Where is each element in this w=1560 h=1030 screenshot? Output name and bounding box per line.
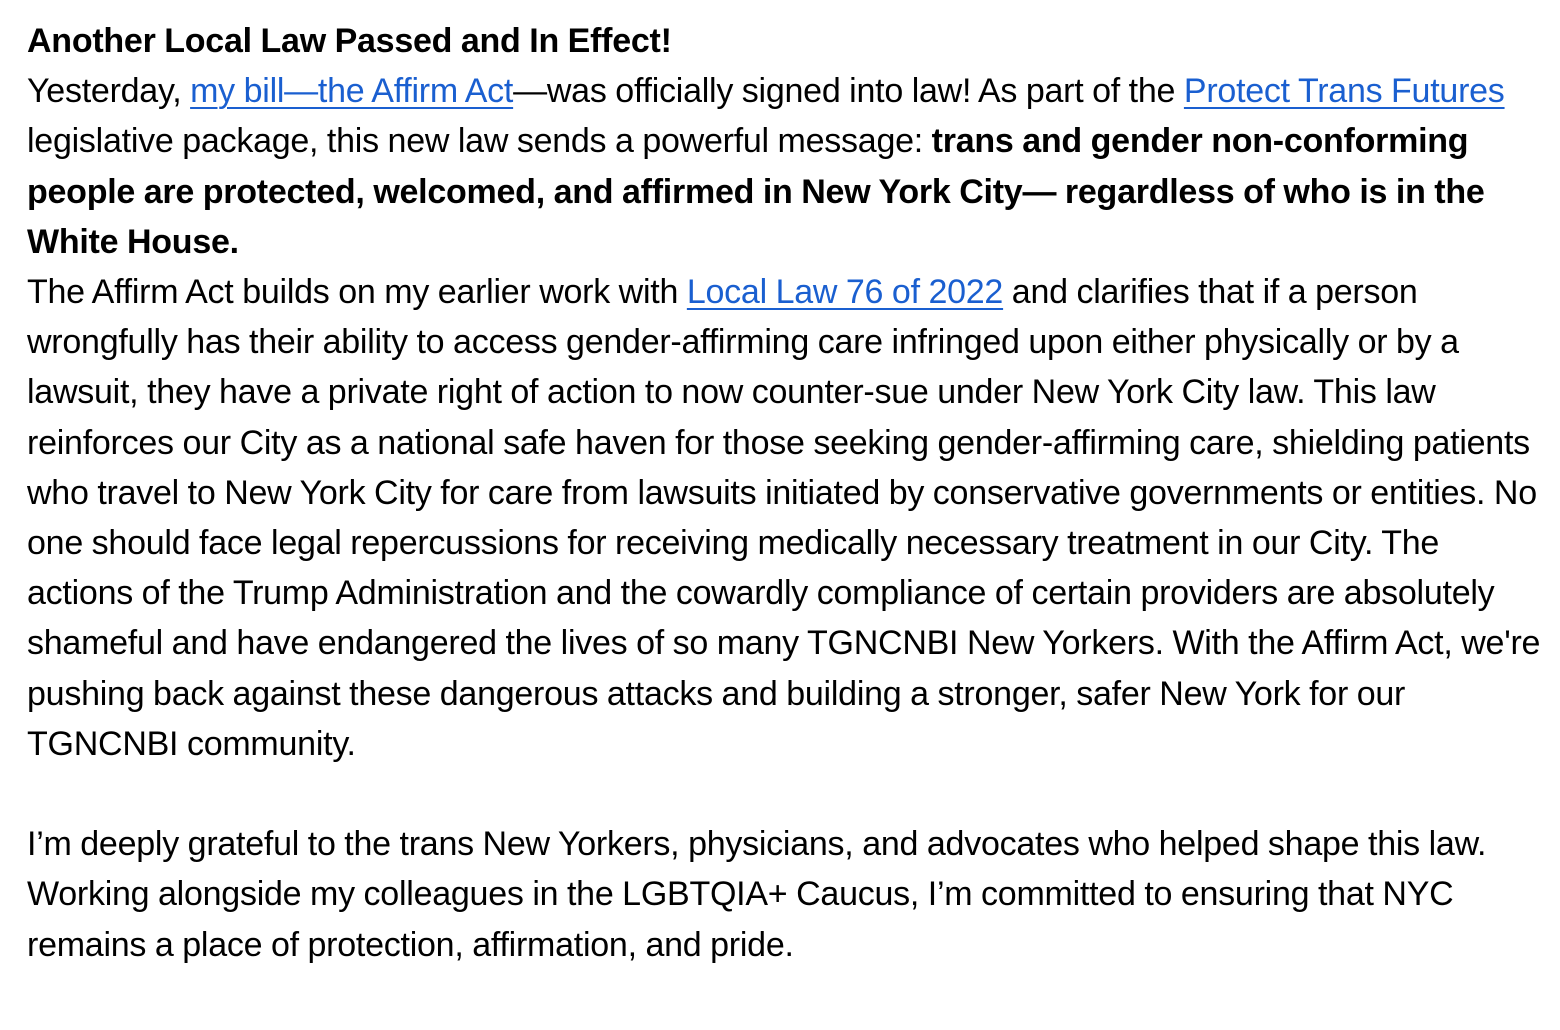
paragraph-affirm-act-signed — [27, 66, 1547, 267]
text-segment: The Affirm Act builds on my earlier work with — [27, 273, 687, 312]
bold-statement: trans and gender non-conforming people are protected, welcomed, and affirmed in New York City— regardless of who is in the White House. — [27, 122, 1485, 261]
text-segment: and clarifies that if a person wrongfully has their ability to access gender-affirming care infringed upon either physically or by a lawsuit, they have a private right of action to now counter-sue under New York City law. This law reinforces our City as a national safe haven for those seeking gender-affirming care, shielding patients who travel to New York City for care from lawsuits initiated by conservative governments or entities. No one should face legal repercussions for receiving medically necessary treatment in our City. The actions of the Trump Administration and the cowardly compliance of certain providers are absolutely shameful and have endangered the lives of so many TGNCNBI New Yorkers. With the Affirm Act, we're pushing back against these dangerous attacks and building a stronger, safer New York for our TGNCNBI community. — [27, 273, 1541, 763]
text-segment: Yesterday, — [27, 72, 191, 111]
paragraph-gratitude: I’m deeply grateful to the trans New Yorkers, physicians, and advocates who helped shape this law. Working alongside my colleagues in the LGBTQIA+ Caucus, I’m committed to ensuring that NYC remains a place of protection, affirmation, and pride. — [27, 825, 1487, 964]
paragraph-spacer — [27, 769, 1547, 819]
my-bill-link[interactable]: my bill—the Affirm Act — [190, 72, 514, 111]
paragraph-affirm-act-details — [27, 267, 1547, 769]
text-segment: —was officially signed into law! As part of the — [513, 72, 1184, 111]
page-title: Another Local Law Passed and In Effect! — [27, 22, 672, 60]
text-segment: legislative package, this new law sends a powerful message: — [27, 122, 932, 161]
protect-trans-futures-link[interactable]: Protect Trans Futures — [1183, 72, 1505, 111]
local-law-76-link[interactable]: Local Law 76 of 2022 — [686, 273, 1004, 312]
email-body — [27, 16, 1547, 970]
